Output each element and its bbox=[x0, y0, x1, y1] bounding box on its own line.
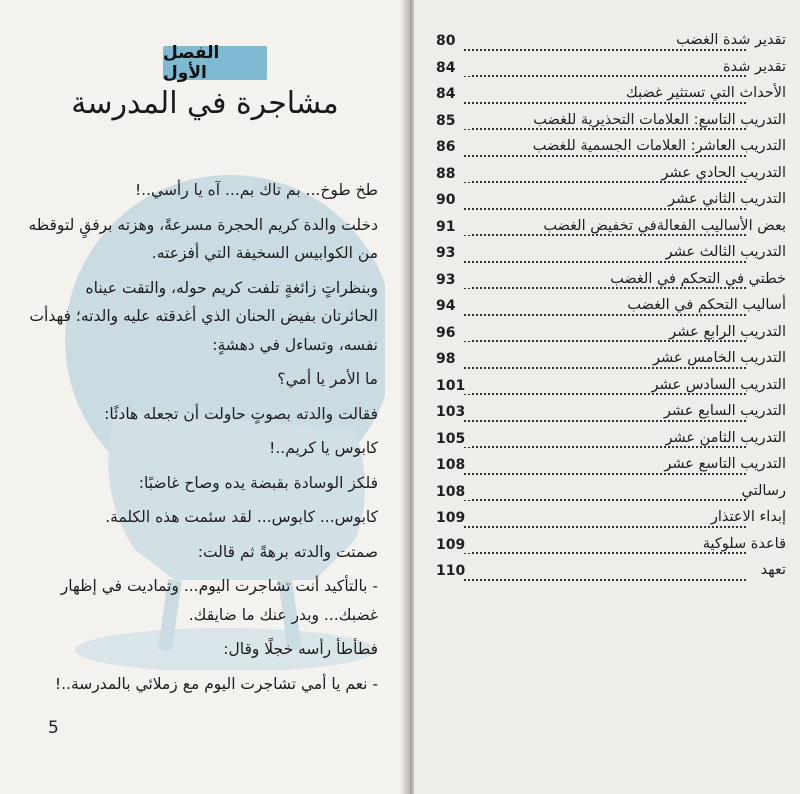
toc-title: بعض الأساليب الفعالةفي تخفيض الغضب bbox=[540, 218, 786, 234]
paragraph: فطأطأ رأسه خجلًا وقال: bbox=[223, 640, 378, 658]
toc-page: 88 bbox=[436, 166, 472, 182]
leader-dots bbox=[464, 181, 746, 183]
toc-entry bbox=[436, 401, 786, 428]
leader-dots bbox=[464, 499, 746, 501]
toc-entry bbox=[436, 57, 786, 84]
toc-page: 105 bbox=[436, 431, 472, 447]
toc-entry bbox=[436, 216, 786, 243]
leader-dots bbox=[464, 75, 746, 77]
toc-page: 93 bbox=[436, 245, 472, 261]
toc-page: 103 bbox=[436, 404, 472, 420]
toc-page: 84 bbox=[436, 86, 472, 102]
toc-page: 98 bbox=[436, 351, 472, 367]
toc-title: التدريب الحادي عشر bbox=[658, 165, 786, 181]
toc-page: 90 bbox=[436, 192, 472, 208]
chapter-label: الفصل الأول bbox=[163, 46, 267, 80]
leader-dots bbox=[464, 287, 746, 289]
paragraph: - بالتأكيد أنت تشاجرت اليوم... وتماديت في إظهار غضبك... وبدر عنك ما ضايقك. bbox=[60, 577, 378, 624]
toc-title: التدريب الخامس عشر bbox=[650, 350, 786, 366]
toc-title: تقدير شدة الغضب bbox=[673, 32, 786, 48]
toc-title: التدريب الرابع عشر bbox=[666, 324, 786, 340]
toc-entry bbox=[436, 30, 786, 57]
right-page bbox=[414, 0, 800, 794]
toc-title: التدريب السادس عشر bbox=[649, 377, 786, 393]
chapter-title: مشاجرة في المدرسة bbox=[71, 86, 339, 121]
toc-page: 84 bbox=[436, 60, 472, 76]
toc-entry bbox=[436, 189, 786, 216]
toc-title: رسالتي bbox=[739, 483, 786, 499]
toc-entry bbox=[436, 322, 786, 349]
toc-entry bbox=[436, 295, 786, 322]
toc-page: 108 bbox=[436, 484, 472, 500]
leader-dots bbox=[464, 446, 746, 448]
leader-dots bbox=[464, 314, 746, 316]
toc-entry bbox=[436, 454, 786, 481]
leader-dots bbox=[464, 102, 746, 104]
toc-entry bbox=[436, 481, 786, 508]
toc-entry bbox=[436, 163, 786, 190]
toc-page: 94 bbox=[436, 298, 472, 314]
leader-dots bbox=[464, 128, 746, 130]
toc-title: خطتي في التحكم في الغضب bbox=[607, 271, 786, 287]
toc-entry bbox=[436, 560, 786, 587]
toc-title: التدريب التاسع: العلامات التحذيرية للغضب bbox=[530, 112, 786, 128]
paragraph: - نعم يا أمي تشاجرت اليوم مع زملائي بالمدرسة..! bbox=[54, 674, 378, 693]
toc-title: الأحداث التي تستثير غضبك bbox=[623, 85, 786, 101]
leader-dots bbox=[464, 367, 746, 369]
leader-dots bbox=[464, 393, 746, 395]
paragraph: ما الأمر يا أمي؟ bbox=[277, 370, 378, 388]
paragraph: فلكز الوسادة بقبضة يده وصاح غاضبًا: bbox=[138, 473, 378, 492]
paragraph: كابوس يا كريم..! bbox=[269, 439, 378, 457]
leader-dots bbox=[464, 261, 746, 263]
toc-page: 91 bbox=[436, 219, 472, 235]
toc-entry bbox=[436, 269, 786, 296]
leader-dots bbox=[464, 340, 746, 342]
toc-entry bbox=[436, 428, 786, 455]
leader-dots bbox=[464, 234, 746, 236]
toc-title: التدريب التاسع عشر bbox=[661, 456, 786, 472]
paragraph: وبنظراتٍ زائغةٍ تلفت كريم حوله، والتقت عيناه الحائرتان بفيض الحنان الذي أغدقته عليه والدته؛ فهدأت نفسه، وتساءل في دهشةٍ: bbox=[29, 278, 378, 354]
toc-page: 85 bbox=[436, 113, 472, 129]
toc-title: التدريب العاشر: العلامات الجسمية للغضب bbox=[530, 138, 786, 154]
toc-page: 110 bbox=[436, 563, 472, 579]
toc-title: قاعدة سلوكية bbox=[700, 536, 786, 552]
toc-title: التدريب الثامن عشر bbox=[662, 430, 786, 446]
toc-title: إبداء الاعتذار bbox=[708, 509, 786, 525]
toc-title: تعهد bbox=[758, 562, 786, 578]
paragraph: طخ طوخ... بم تاك بم... آه يا رأسي..! bbox=[134, 181, 378, 199]
page-number: 5 bbox=[48, 718, 59, 738]
toc-page: 80 bbox=[436, 33, 472, 49]
leader-dots bbox=[464, 155, 746, 157]
table-of-contents bbox=[436, 30, 786, 587]
toc-title: التدريب السابع عشر bbox=[661, 403, 786, 419]
toc-page: 109 bbox=[436, 510, 472, 526]
leader-dots bbox=[464, 473, 746, 475]
paragraph: صمتت والدته برهةً ثم قالت: bbox=[197, 542, 378, 561]
story-text bbox=[28, 176, 378, 698]
toc-title: التدريب الثالث عشر bbox=[663, 244, 786, 260]
toc-entry bbox=[436, 534, 786, 561]
toc-title: تقدير شدة bbox=[720, 59, 786, 75]
paragraph: كابوس... كابوس... لقد سئمت هذه الكلمة. bbox=[105, 508, 378, 526]
toc-page: 86 bbox=[436, 139, 472, 155]
toc-page: 93 bbox=[436, 272, 472, 288]
leader-dots bbox=[464, 552, 746, 554]
paragraph: فقالت والدته بصوتٍ حاولت أن تجعله هادئًا: bbox=[104, 404, 378, 423]
toc-page: 108 bbox=[436, 457, 472, 473]
leader-dots bbox=[464, 420, 746, 422]
toc-entry bbox=[436, 136, 786, 163]
toc-entry bbox=[436, 110, 786, 137]
toc-title: أساليب التحكم في الغضب bbox=[624, 297, 786, 313]
toc-entry bbox=[436, 375, 786, 402]
toc-entry bbox=[436, 242, 786, 269]
toc-page: 96 bbox=[436, 325, 472, 341]
leader-dots bbox=[464, 526, 746, 528]
toc-page: 109 bbox=[436, 537, 472, 553]
toc-entry bbox=[436, 507, 786, 534]
toc-entry bbox=[436, 83, 786, 110]
leader-dots bbox=[464, 49, 746, 51]
paragraph: دخلت والدة كريم الحجرة مسرعةً، وهزته برفقٍ لتوقظه من الكوابيس السخيفة التي أفزعته. bbox=[28, 215, 378, 262]
toc-title: التدريب الثاني عشر bbox=[665, 191, 786, 207]
leader-dots bbox=[464, 208, 746, 210]
leader-dots bbox=[464, 579, 746, 581]
toc-page: 101 bbox=[436, 378, 472, 394]
toc-entry bbox=[436, 348, 786, 375]
